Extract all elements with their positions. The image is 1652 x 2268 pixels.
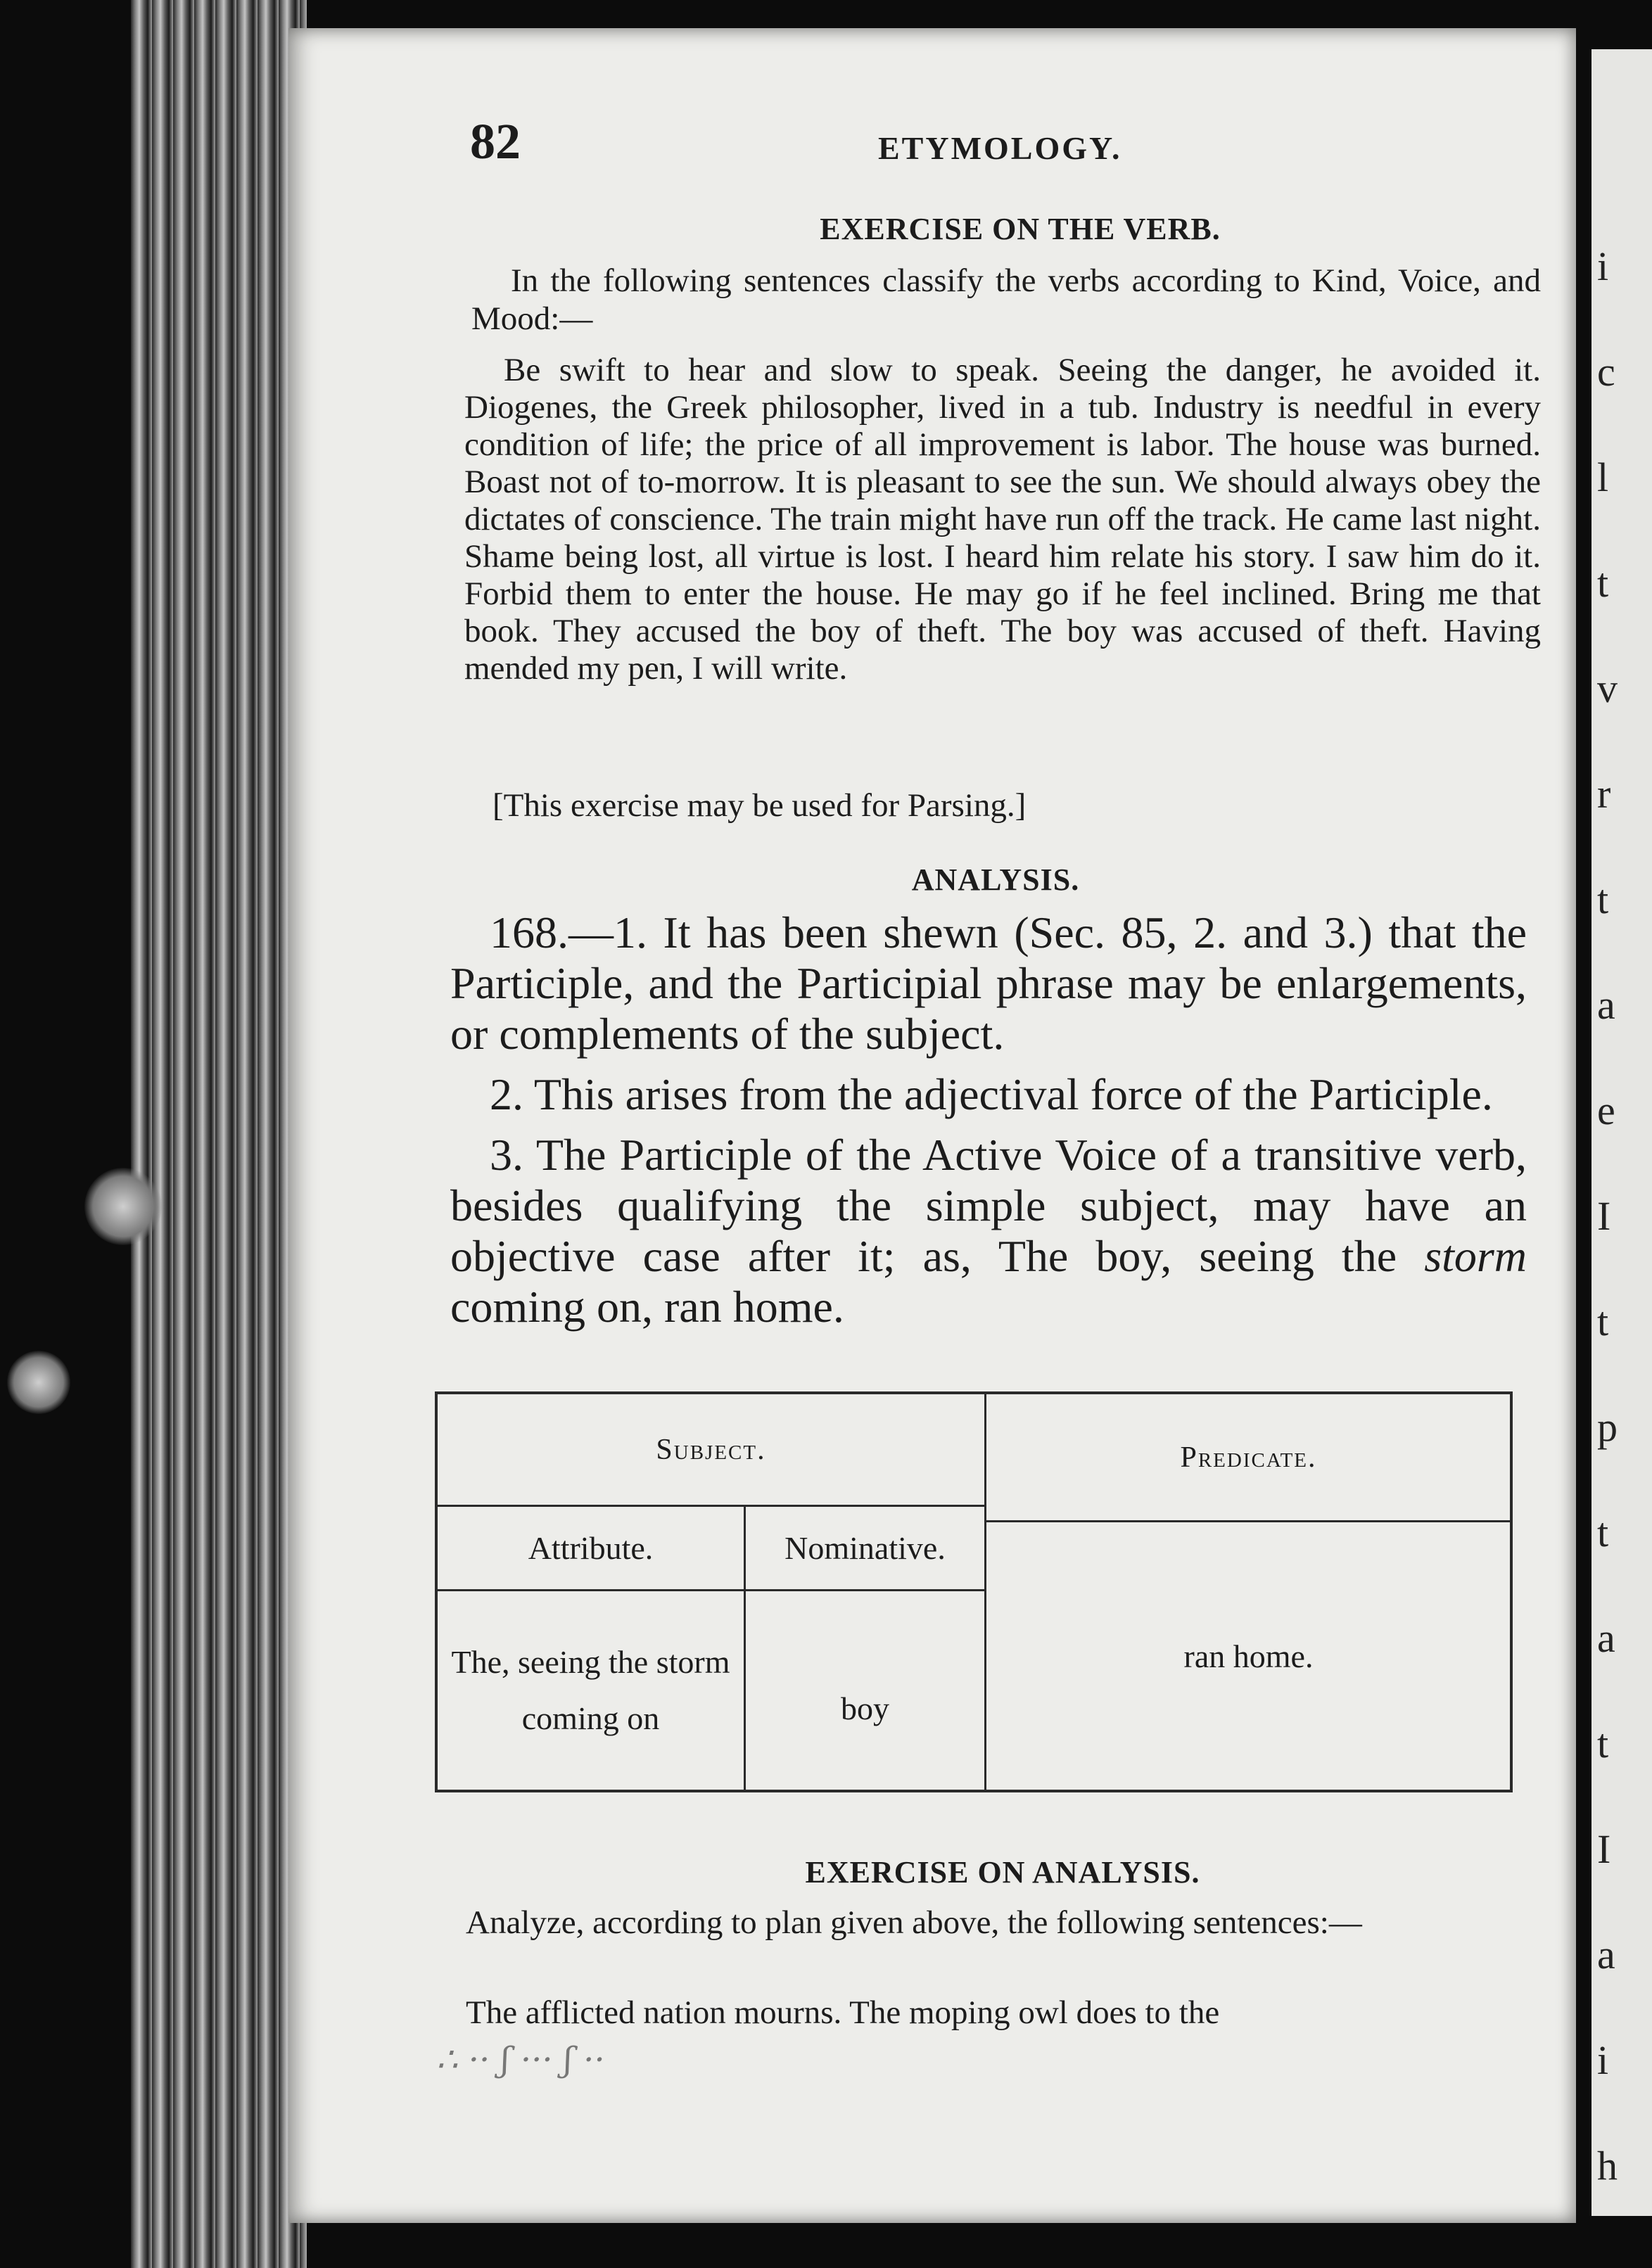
exercise-verb-instruction: In the following sentences classify the verbs according to Kind, Voice, and Mood:— (471, 262, 1541, 337)
attribute-header: Attribute. (438, 1507, 746, 1591)
facing-page-fragment: l (1597, 454, 1609, 500)
facing-page-fragment: a (1597, 1932, 1615, 1977)
exercise-verb-sentences: Be swift to hear and slow to speak. Seeing the danger, he avoided it. Diogenes, the Greek philosopher, lived in a tub. Industry is needful in every condition of life; the price of all improvement is labor. The house was burned. Boast not of to-morrow. It is pleasant to see the sun. We should always obey the dictates of conscience. The train might have run off the track. He came last night. Shame being lost, all virtue is lost. I heard him relate his story. I saw him do it. Forbid them to enter the house. He may go if he feel inclined. Bring me that book. They accused the boy of theft. The boy was accused of theft. Having mended my pen, I will write. (464, 352, 1541, 687)
analysis-paragraph-3 (450, 1130, 1527, 1332)
subject-header: Subject. (438, 1394, 986, 1507)
facing-page-fragment: t (1597, 877, 1609, 922)
facing-page-fragment: a (1597, 1615, 1615, 1661)
exercise-analysis-title: EXERCISE ON ANALYSIS. (805, 1855, 1200, 1890)
analysis-table (435, 1391, 1513, 1792)
facing-page-fragment: i (1597, 2037, 1609, 2083)
predicate-header: Predicate. (986, 1394, 1511, 1522)
facing-page-fragment: p (1597, 1404, 1618, 1450)
analysis-paragraph-3-italic: storm (1424, 1231, 1527, 1281)
exercise-analysis-sentences: The afflicted nation mourns. The moping owl does to the (466, 1994, 1220, 2031)
analysis-title: ANALYSIS. (911, 862, 1080, 897)
nominative-value: boy (746, 1591, 986, 1790)
analysis-paragraph-3-start: 3. The Participle of the Active Voice of a transitive verb, besides qualifying the simple subject, may have an objective case after it; as, The boy, seeing the (450, 1130, 1527, 1281)
page-number: 82 (470, 113, 521, 170)
facing-page-strip (1591, 49, 1652, 2216)
facing-page-fragment: t (1597, 1510, 1609, 1555)
facing-page-fragment: t (1597, 560, 1609, 606)
book-page-edges (131, 0, 307, 2268)
exercise-verb-title: EXERCISE ON THE VERB. (820, 212, 1221, 246)
facing-page-fragment: h (1597, 2143, 1618, 2189)
analysis-paragraph-1: 168.—1. It has been shewn (Sec. 85, 2. and 3.) that the Participle, and the Participial phrase may be enlargements, or complements of the subject. (450, 907, 1527, 1059)
running-head (470, 113, 1476, 176)
facing-page-fragment: I (1597, 1826, 1611, 1872)
analysis-paragraphs (450, 907, 1527, 1342)
pencil-scribble: ∴ ·· ʃ ··· ʃ ·· (436, 2040, 605, 2079)
exercise-analysis-instruction: Analyze, according to plan given above, the following sentences:— (466, 1904, 1362, 1941)
facing-page-fragment: v (1597, 665, 1618, 711)
paper-stain (7, 1351, 70, 1414)
facing-page-fragment: t (1597, 1299, 1609, 1344)
facing-page-fragment: a (1597, 982, 1615, 1028)
attribute-value: The, seeing the storm coming on (438, 1591, 746, 1790)
facing-page-fragment: I (1597, 1193, 1611, 1239)
facing-page-fragment: e (1597, 1088, 1615, 1133)
analysis-paragraph-3-end: coming on, ran home. (450, 1282, 844, 1332)
paper-stain (84, 1168, 162, 1245)
facing-page-fragment: t (1597, 1721, 1609, 1766)
nominative-header: Nominative. (746, 1507, 986, 1591)
facing-page-fragment: r (1597, 771, 1611, 817)
facing-page-fragment: i (1597, 243, 1609, 289)
predicate-value: ran home. (1183, 1638, 1314, 1674)
facing-page-fragment: c (1597, 349, 1615, 395)
page-heading: ETYMOLOGY. (878, 130, 1122, 166)
analysis-paragraph-2: 2. This arises from the adjectival force of the Participle. (490, 1069, 1493, 1119)
parsing-note: [This exercise may be used for Parsing.] (493, 787, 1027, 824)
